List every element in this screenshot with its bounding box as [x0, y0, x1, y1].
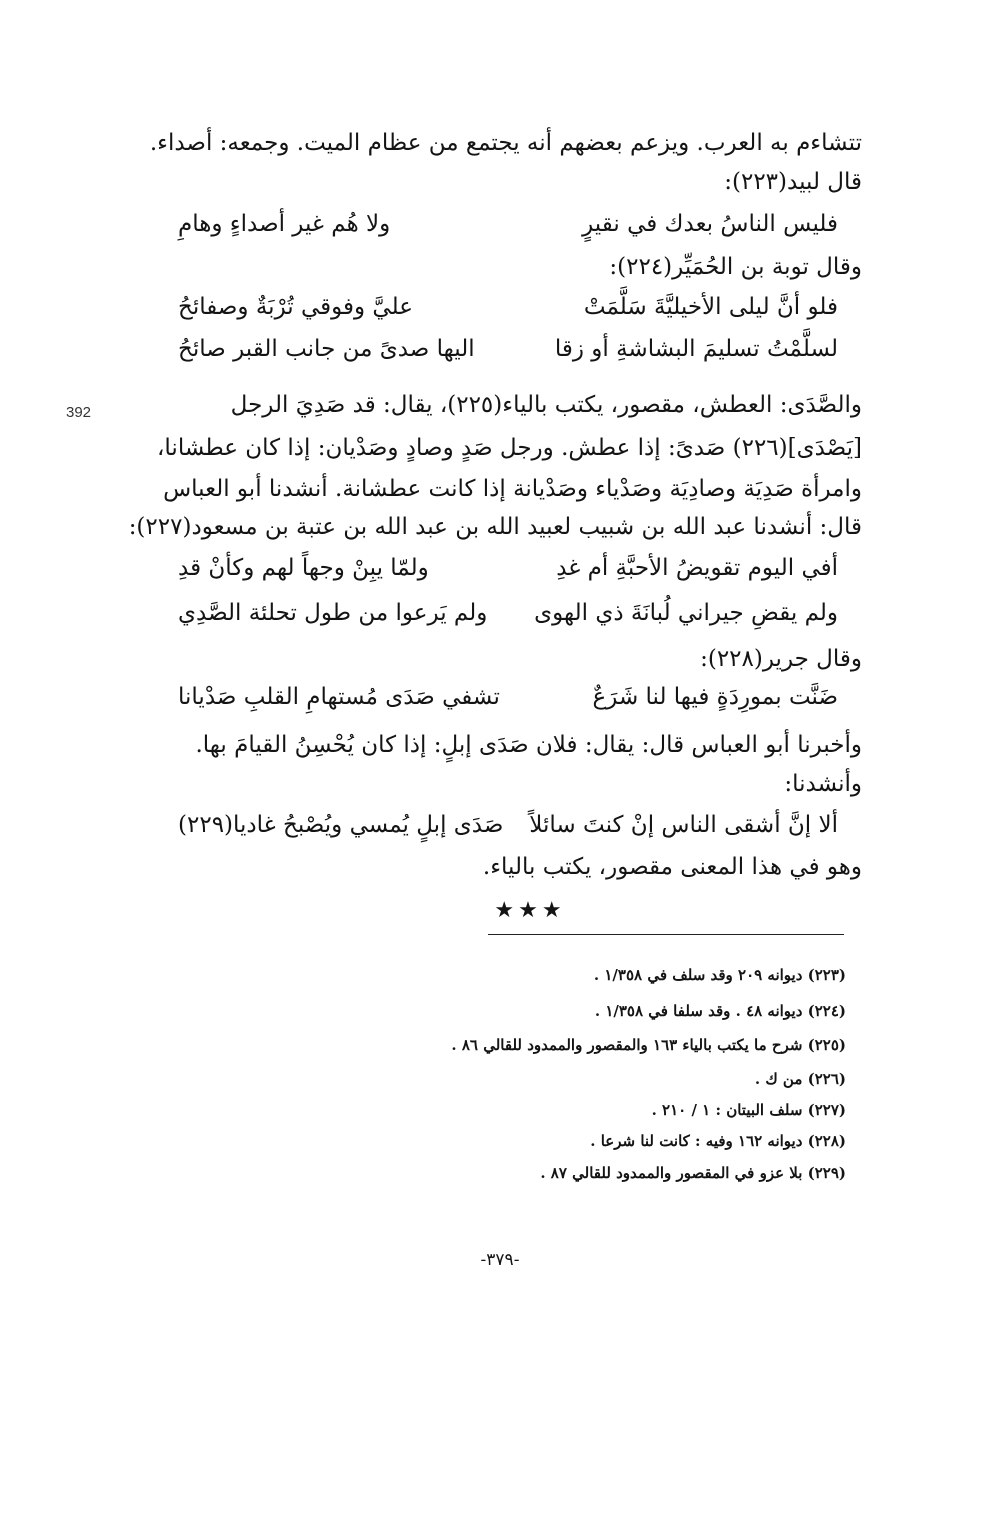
footnote-rule	[488, 934, 844, 935]
footnote: (٢٢٣) ديوانه ٢٠٩ وقد سلف في ١/٣٥٨ .	[593, 966, 846, 984]
footnote: (٢٢٦) من ك .	[754, 1070, 846, 1088]
verse-line	[178, 555, 838, 587]
verse-first-hemistich: فلو أنَّ ليلى الأخيليَّةَ سَلَّمَتْ	[583, 294, 838, 320]
verse-second-hemistich: اليها صدىً من جانب القبر صائحُ	[178, 336, 475, 362]
verse-second-hemistich: عليَّ وفوقي تُرْبَةٌ وصفائحُ	[178, 294, 413, 320]
footnote: (٢٢٥) شرح ما يكتب بالياء ١٦٣ والمقصور والممدود للقالي ٨٦ .	[451, 1036, 846, 1054]
verse-line	[178, 684, 838, 716]
text-line: والصَّدَى: العطش، مقصور، يكتب بالياء(٢٢٥)، يقال: قد صَدِيَ الرجل	[230, 392, 862, 418]
verse-first-hemistich: ضَنَّت بمورِدَةٍ فيها لنا شَرَعٌ	[592, 684, 838, 710]
verse-second-hemistich: صَدَى إبلٍ يُمسي ويُصْبحُ غاديا(٢٢٩)	[178, 812, 504, 838]
text-line: وأخبرنا أبو العباس قال: يقال: فلان صَدَى إبلٍ: إذا كان يُحْسِنُ القيامَ بها.	[195, 732, 862, 758]
text-line: [يَصْدَى](٢٢٦) صَدىً: إذا عطش. ورجل صَدٍ وصادٍ وصَدْيان: إذا كان عطشانا،	[156, 435, 862, 461]
verse-line	[178, 294, 838, 326]
verse-line	[178, 812, 838, 844]
footnote: (٢٢٤) ديوانه ٤٨ . وقد سلفا في ١/٣٥٨ .	[594, 1002, 846, 1020]
text-line: قال لبيد(٢٢٣):	[724, 169, 862, 195]
text-line: وقال توبة بن الحُمَيِّر(٢٢٤):	[609, 254, 862, 280]
margin-page-number: 392	[66, 404, 92, 421]
verse-line	[178, 600, 838, 632]
text-line: وامرأة صَدِيَة وصادِيَة وصَدْياء وصَدْيانة إذا كانت عطشانة. أنشدنا أبو العباس	[163, 476, 862, 502]
text-line: وأنشدنا:	[784, 771, 862, 797]
verse-second-hemistich: ولم يَرعوا من طول تحلئة الصَّدِي	[178, 600, 488, 626]
verse-first-hemistich: لسلَّمْتُ تسليمَ البشاشةِ أو زقا	[554, 336, 838, 362]
text-line: قال: أنشدنا عبد الله بن شبيب لعبيد الله بن عبد الله بن عتبة بن مسعود(٢٢٧):	[128, 514, 862, 540]
footnote: (٢٢٧) سلف البيتان : ١ / ٢١٠ .	[651, 1101, 846, 1119]
verse-first-hemistich: ولم يقضِ جيراني لُبانَةَ ذي الهوى	[534, 600, 838, 626]
verse-line	[178, 336, 838, 368]
section-separator: ★★★	[494, 898, 566, 923]
verse-first-hemistich: أفي اليوم تقويضُ الأحبَّةِ أم غدِ	[556, 555, 838, 581]
text-line: وهو في هذا المعنى مقصور، يكتب بالياء.	[482, 854, 862, 880]
page-number: -٣٧٩-	[480, 1250, 520, 1270]
text-line: وقال جرير(٢٢٨):	[700, 646, 862, 672]
verse-line	[178, 211, 838, 243]
verse-second-hemistich: ولمّا يبِنْ وجهاً لهم وكأنْ قدِ	[178, 555, 429, 581]
footnote: (٢٢٩) بلا عزو في المقصور والممدود للقالي ٨٧ .	[540, 1164, 846, 1182]
verse-first-hemistich: ألا إنَّ أشقى الناس إنْ كنتَ سائلاً	[529, 812, 838, 838]
footnote: (٢٢٨) ديوانه ١٦٢ وفيه : كانت لنا شرعا .	[590, 1132, 846, 1150]
verse-second-hemistich: تشفي صَدَى مُستهامِ القلبِ صَدْيانا	[178, 684, 500, 710]
verse-second-hemistich: ولا هُم غير أصداءٍ وهامِ	[178, 211, 391, 237]
verse-first-hemistich: فليس الناسُ بعدك في نقيرٍ	[582, 211, 838, 237]
text-line: تتشاءم به العرب. ويزعم بعضهم أنه يجتمع من عظام الميت. وجمعه: أصداء.	[149, 130, 862, 156]
